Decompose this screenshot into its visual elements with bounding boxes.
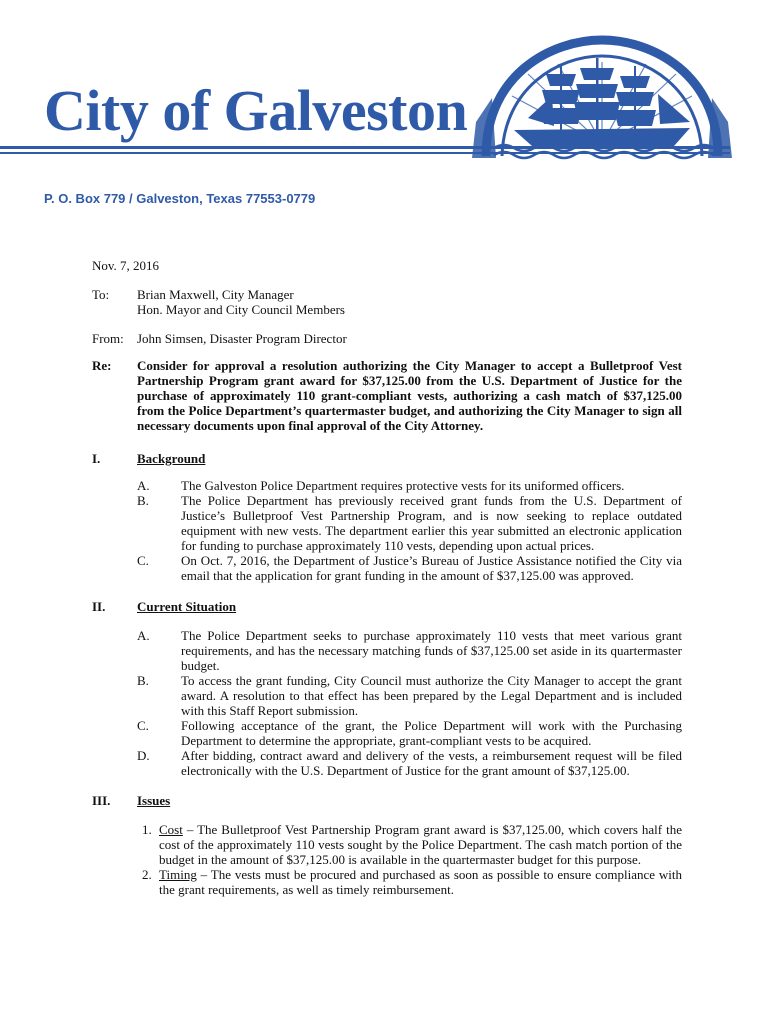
list-item — [137, 628, 682, 673]
re-label: Re: — [92, 358, 112, 373]
list-item — [137, 867, 682, 897]
re-subject: Consider for approval a resolution authorizing the City Manager to accept a Bulletproof Vest Partnership Program grant award for $37,125.00 from the U.S. Department of Justice for the purchase of approximately 110 grant-compliant vests, authorizing a cash match of $37,125.00 from the Police Department’s quartermaster budget, and authorizing the City Manager to sign all necessary documents upon final approval of the City Attorney. — [137, 358, 682, 433]
item-letter: B. — [137, 673, 149, 688]
to-label: To: — [92, 287, 110, 302]
item-text: The Police Department seeks to purchase approximately 110 vests that meet various grant requirements, and has the necessary matching funds of $37,125.00 set aside in its quartermaster budget. — [181, 628, 682, 673]
item-term: Timing — [159, 867, 197, 882]
letterhead-rule-bottom — [0, 152, 730, 154]
item-letter: B. — [137, 493, 149, 508]
from-label: From: — [92, 331, 124, 346]
item-number: 1. — [142, 822, 152, 837]
letterhead-title: City of Galveston — [44, 78, 468, 143]
to-line-1: Brian Maxwell, City Manager — [137, 287, 294, 302]
item-text: – The Bulletproof Vest Partnership Program grant award is $37,125.00, which covers half the cost of the approximately 110 vests sought by the Police Department. The cash match portion of the budget in the amount of $37,125.00 is available in the quartermaster budget for this purpose. — [159, 822, 682, 867]
item-text: Following acceptance of the grant, the Police Department will work with the Purchasing Department to determine the appropriate, grant-compliant vests to be acquired. — [181, 718, 682, 748]
item-text: – The vests must be procured and purchased as soon as possible to ensure compliance with the grant requirements, as well as timely reimbursement. — [159, 867, 682, 897]
item-text: The Police Department has previously received grant funds from the U.S. Department of Justice’s Bulletproof Vest Partnership Program, and is now seeking to replace outdated equipment with new vests. The department earlier this year submitted an electronic application for funding to purchase approximately 110 vests, depending upon actual prices. — [181, 493, 682, 553]
list-item — [137, 673, 682, 718]
item-text: To access the grant funding, City Council must authorize the City Manager to accept the grant award. A resolution to that effect has been prepared by the Legal Department and is included with this Staff Report submission. — [181, 673, 682, 718]
item-text: On Oct. 7, 2016, the Department of Justice’s Bureau of Justice Assistance notified the City via email that the application for grant funding in the amount of $37,125.00 was approved. — [181, 553, 682, 583]
item-term: Cost — [159, 822, 183, 837]
item-letter: A. — [137, 628, 150, 643]
letterhead-address: P. O. Box 779 / Galveston, Texas 77553-0779 — [44, 191, 316, 206]
item-letter: C. — [137, 718, 149, 733]
to-line-2: Hon. Mayor and City Council Members — [137, 302, 345, 317]
section-heading-issues: Issues — [137, 793, 171, 808]
item-letter: A. — [137, 478, 150, 493]
list-item — [137, 478, 682, 493]
letterhead-rule-top — [0, 146, 730, 149]
section-number: II. — [92, 599, 106, 614]
section-number: III. — [92, 793, 111, 808]
section-number: I. — [92, 451, 101, 466]
list-item — [137, 553, 682, 583]
item-number: 2. — [142, 867, 152, 882]
item-letter: C. — [137, 553, 149, 568]
list-item — [137, 718, 682, 748]
list-item — [137, 748, 682, 778]
list-item — [137, 822, 682, 867]
item-text: The Galveston Police Department requires protective vests for its uniformed officers. — [181, 478, 625, 493]
item-letter: D. — [137, 748, 150, 763]
section-heading-background: Background — [137, 451, 206, 466]
section-heading-current-situation: Current Situation — [137, 599, 237, 614]
list-item — [137, 493, 682, 553]
memo-date: Nov. 7, 2016 — [92, 258, 160, 273]
item-text: After bidding, contract award and delivery of the vests, a reimbursement request will be filed electronically with the U.S. Department of Justice for the grant amount of $37,125.00. — [181, 748, 682, 778]
ship-logo — [468, 34, 736, 164]
from-value: John Simsen, Disaster Program Director — [137, 331, 347, 346]
